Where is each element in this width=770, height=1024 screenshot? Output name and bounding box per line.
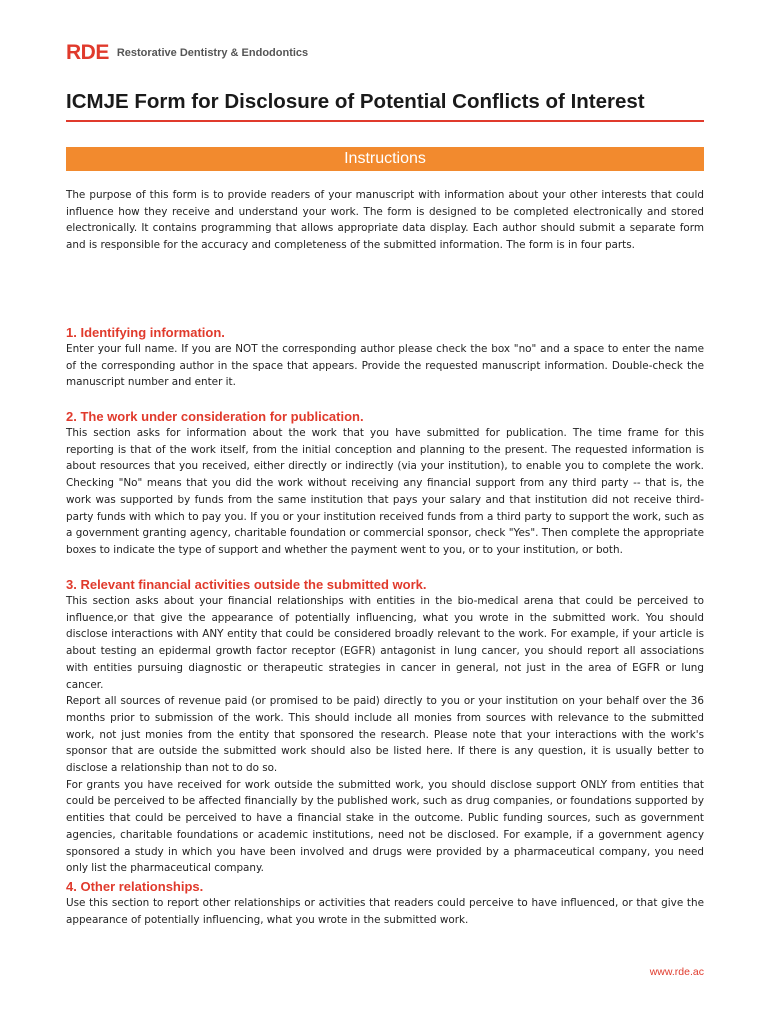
section-paragraph: Report all sources of revenue paid (or promised to be paid) directly to you or your institution on your behalf over the 36 months prior to submission of the work. This should include all monies from sources with relevance to the submitted work, not just monies from the entity that sponsored the research. Please note that your interactions with the work's sponsor that are outside the submitted work should also be listed here. If there is any question, it is usually better to disclose a relationship than not to do so.: [66, 695, 704, 775]
instructions-banner: Instructions: [66, 147, 704, 171]
section-paragraph: Enter your full name. If you are NOT the corresponding author please check the box "no" and a space to enter the name of the corresponding author in the space that appears. Provide the requested manuscript information. Double-check the manuscript number and enter it.: [66, 343, 704, 389]
page-title: ICMJE Form for Disclosure of Potential Conflicts of Interest: [66, 90, 704, 122]
section-1: [66, 324, 704, 391]
section-paragraph: For grants you have received for work outside the submitted work, you should disclose support ONLY from entities that could be perceived to be affected financially by the published work, such as drug companies, or foundations supported by entities that could be perceived to have a financial stake in the outcome. Public funding sources, such as government agencies, charitable foundations or academic institutions, need not be disclosed. For example, if a government agency sponsored a study in which you have been involved and drugs were provided by a pharmaceutical company, you need only list the pharmaceutical company.: [66, 778, 704, 875]
journal-name: Restorative Dentistry & Endodontics: [116, 46, 309, 59]
section-heading: 1. Identifying information.: [66, 325, 225, 340]
rde-logo: RDE: [66, 41, 109, 64]
section-heading: 2. The work under consideration for publication.: [66, 409, 364, 424]
section-heading: 4. Other relationships.: [66, 879, 204, 894]
section-paragraph: Use this section to report other relationships or activities that readers could perceive to have influenced, or that give the appearance of potentially influencing, what you wrote in the submitted work.: [66, 897, 704, 926]
intro-paragraph: The purpose of this form is to provide readers of your manuscript with information about your other interests that could influence how they receive and understand your work. The form is designed to be completed electronically and stored electronically. It contains programming that allows appropriate data display. Each author should submit a separate form and is responsible for the accuracy and completeness of the submitted information. The form is in four parts.: [66, 189, 704, 252]
journal-header: [66, 42, 308, 63]
section-paragraph: This section asks about your financial relationships with entities in the bio-medical arena that could be perceived to influence,or that give the appearance of potentially influencing, what you wrote in the submitted work. You should disclose interactions with ANY entity that could be considered broadly relevant to the work. For example, if your article is about testing an epidermal growth factor receptor (EGFR) antagonist in lung cancer, you should report all associations with entities pursuing diagnostic or therapeutic strategies in cancer in general, not just in the area of EGFR or lung cancer.: [66, 595, 704, 691]
footer-url: www.rde.ac: [649, 966, 704, 978]
section-4: [66, 878, 704, 928]
intro-block: [66, 187, 704, 254]
section-3: [66, 576, 704, 877]
section-2: [66, 408, 704, 559]
section-paragraph: This section asks for information about the work that you have submitted for publication. The time frame for this reporting is that of the work itself, from the initial conception and planning to the present. The requested information is about resources that you received, either directly or indirectly (via your institution), to enable you to complete the work. Checking "No" means that you did the work without receiving any financial support from any third party -- that is, the work was supported by funds from the same institution that pays your salary and that institution did not receive third-party funds with which to pay you. If you or your institution received funds from a third party to support the work, such as a government granting agency, charitable foundation or commercial sponsor, check "Yes". Then complete the appropriate boxes to indicate the type of support and whether the payment went to you, or to your institution, or both.: [66, 427, 704, 556]
section-heading: 3. Relevant financial activities outside the submitted work.: [66, 577, 427, 592]
